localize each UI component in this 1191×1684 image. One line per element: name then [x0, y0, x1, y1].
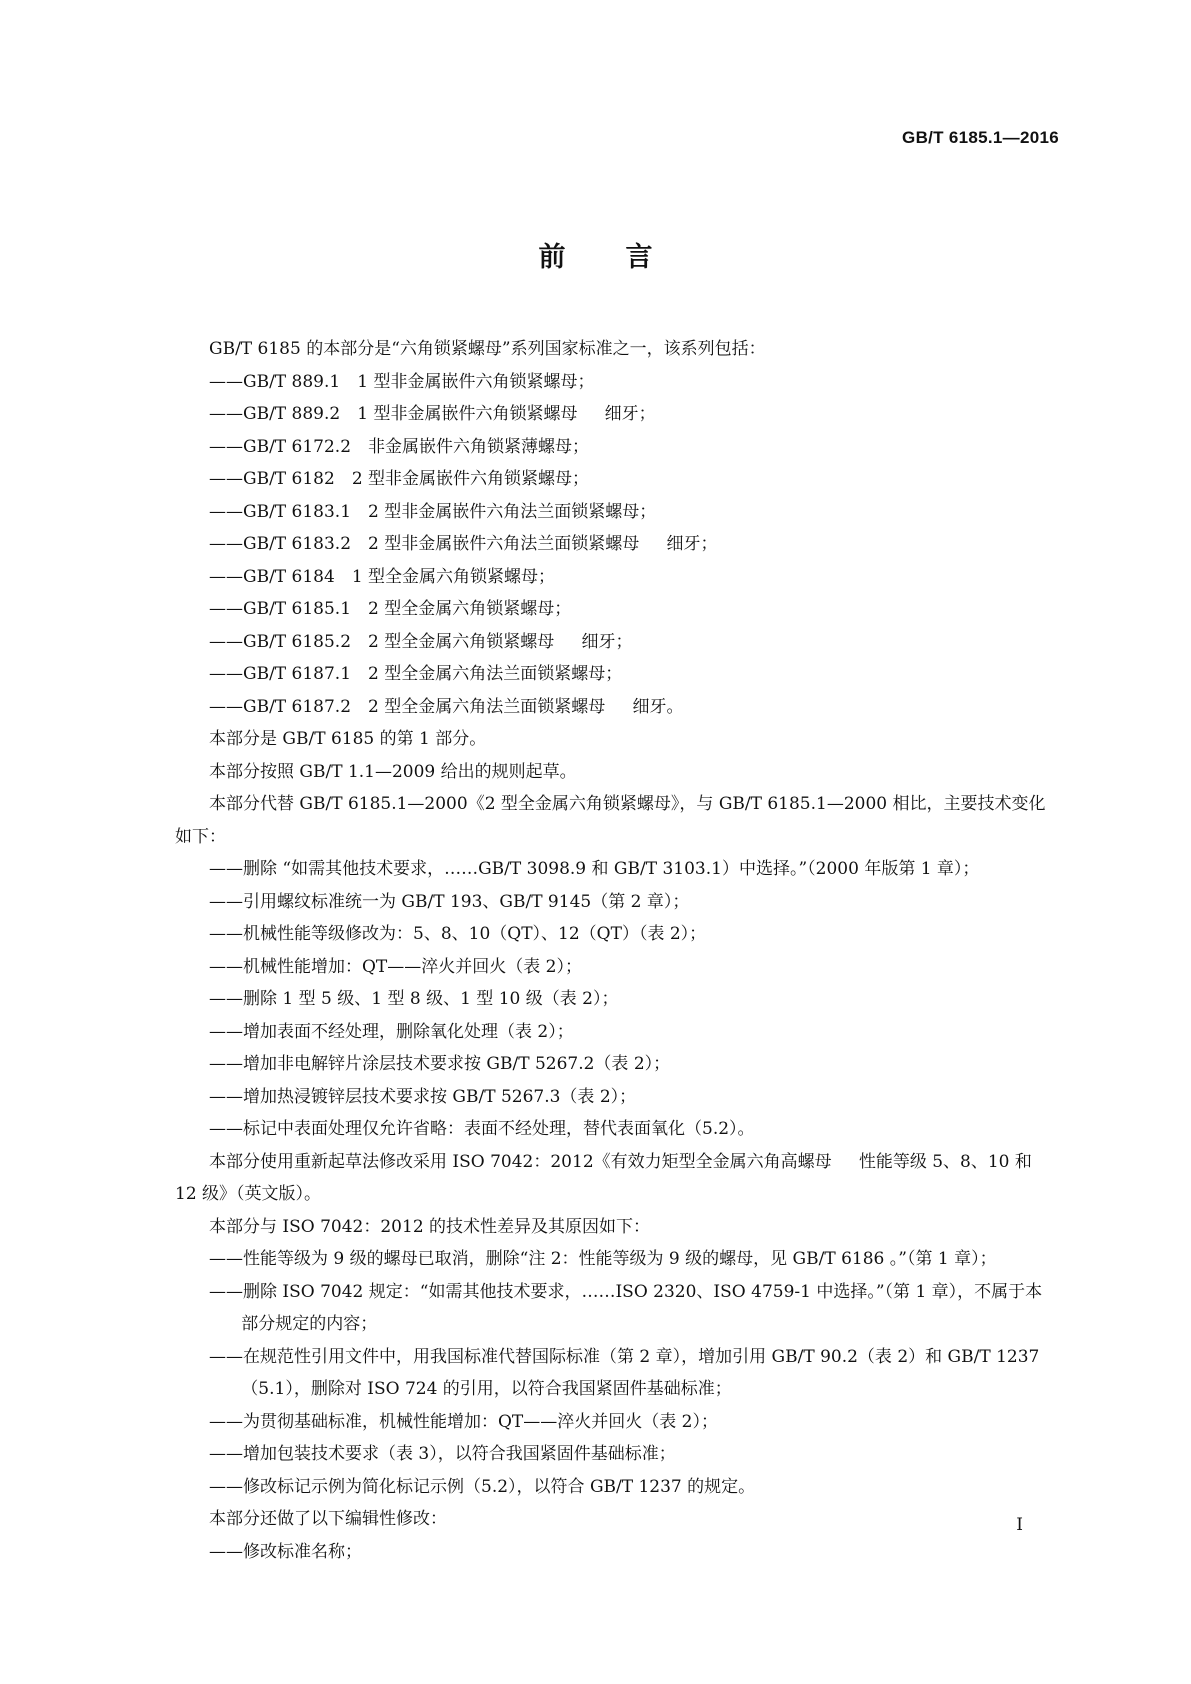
change-item: ——增加热浸镀锌层技术要求按 GB/T 5267.3（表 2）； [209, 1086, 637, 1107]
series-item: ——GB/T 6185.2 2 型全金属六角锁紧螺母 细牙； [209, 631, 633, 652]
iso-diff-item: ——增加包装技术要求（表 3），以符合我国紧固件基础标准； [209, 1444, 676, 1464]
change-item: ——增加表面不经处理，删除氧化处理（表 2）； [209, 1021, 574, 1042]
change-item: ——引用螺纹标准统一为 GB/T 193、GB/T 9145（第 2 章）； [209, 891, 690, 912]
series-item: ——GB/T 6172.2 非金属嵌件六角锁紧薄螺母； [209, 436, 590, 457]
iso-diff-item: ——删除 ISO 7042 规定：“如需其他技术要求，……ISO 2320、ISO 4759-1 中选择。”（第 1 章），不属于本部分规定的内容； [209, 1281, 1043, 1334]
series-item: ——GB/T 6183.1 2 型非金属嵌件六角法兰面锁紧螺母； [209, 501, 657, 522]
change-item: ——删除 1 型 5 级、1 型 8 级、1 型 10 级（表 2）； [209, 989, 619, 1009]
replaces-paragraph: 本部分代替 GB/T 6185.1—2000《2 型全金属六角锁紧螺母》，与 GB/T 6185.1—2000 相比，主要技术变化如下： [175, 794, 1046, 847]
series-item: ——GB/T 6184 1 型全金属六角锁紧螺母； [209, 566, 556, 587]
standard-code: GB/T 6185.1—2016 [902, 128, 1059, 147]
foreword-body [175, 333, 1055, 1568]
change-item: ——增加非电解锌片涂层技术要求按 GB/T 5267.2（表 2）； [209, 1054, 671, 1074]
series-item: ——GB/T 6183.2 2 型非金属嵌件六角法兰面锁紧螺母 细牙； [209, 534, 718, 554]
iso-diff-item: ——为贯彻基础标准，机械性能增加：QT——淬火并回火（表 2）； [209, 1411, 718, 1432]
title-char-2: 言 [625, 242, 653, 273]
series-intro: GB/T 6185 的本部分是“六角锁紧螺母”系列国家标准之一，该系列包括： [209, 339, 766, 359]
page-number: I [1016, 1515, 1023, 1535]
editorial-intro: 本部分还做了以下编辑性修改： [209, 1509, 447, 1529]
iso-diff-item: ——在规范性引用文件中，用我国标准代替国际标准（第 2 章），增加引用 GB/T 90.2（表 2）和 GB/T 1237（5.1），删除对 ISO 724 的引用，以符合我国紧固件基础标准； [209, 1346, 1040, 1399]
iso-diff-item: ——性能等级为 9 级的螺母已取消，删除“注 2：性能等级为 9 级的螺母，见 GB/T 6186 。”（第 1 章）； [209, 1249, 997, 1269]
change-item: ——删除 “如需其他技术要求，……GB/T 3098.9 和 GB/T 3103.1）中选择。”（2000 年版第 1 章）； [209, 859, 980, 879]
part-of-paragraph: 本部分是 GB/T 6185 的第 1 部分。 [209, 729, 487, 749]
iso-diff-item: ——修改标记示例为简化标记示例（5.2），以符合 GB/T 1237 的规定。 [209, 1476, 756, 1497]
series-item: ——GB/T 889.2 1 型非金属嵌件六角锁紧螺母 细牙； [209, 404, 656, 424]
series-item: ——GB/T 6187.1 2 型全金属六角法兰面锁紧螺母； [209, 664, 623, 684]
series-item: ——GB/T 6187.2 2 型全金属六角法兰面锁紧螺母 细牙。 [209, 696, 684, 717]
series-item: ——GB/T 889.1 1 型非金属嵌件六角锁紧螺母； [209, 371, 595, 392]
iso-adoption-paragraph: 本部分使用重新起草法修改采用 ISO 7042：2012《有效力矩型全金属六角高螺母 性能等级 5、8、10 和 12 级》（英文版）。 [175, 1151, 1032, 1204]
change-item: ——机械性能等级修改为：5、8、10（QT）、12（QT）（表 2）； [209, 924, 707, 944]
change-item: ——标记中表面处理仅允许省略：表面不经处理，替代表面氧化（5.2）。 [209, 1119, 755, 1139]
series-item: ——GB/T 6185.1 2 型全金属六角锁紧螺母； [209, 599, 572, 619]
page-title [0, 235, 1191, 274]
iso-diff-intro: 本部分与 ISO 7042：2012 的技术性差异及其原因如下： [209, 1216, 651, 1237]
title-char-1: 前 [538, 242, 566, 273]
series-item: ——GB/T 6182 2 型非金属嵌件六角锁紧螺母； [209, 469, 590, 489]
drafting-rule-paragraph: 本部分按照 GB/T 1.1—2009 给出的规则起草。 [209, 761, 577, 782]
change-item: ——机械性能增加：QT——淬火并回火（表 2）； [209, 956, 582, 977]
editorial-item: ——修改标准名称； [209, 1541, 362, 1562]
